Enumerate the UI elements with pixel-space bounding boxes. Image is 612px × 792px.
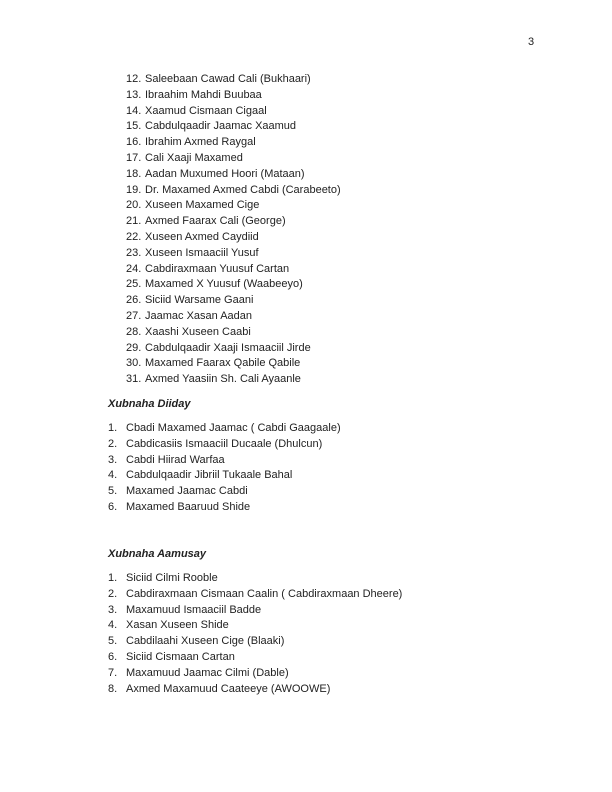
list-item-text: Cabdulqaadir Jaamac Xaamud	[145, 120, 297, 133]
list-item-text: Xaamud Cismaan Cigaal	[145, 104, 267, 117]
list-item-number: 31.	[126, 373, 142, 386]
list-item-text: Jaamac Xasan Aadan	[145, 309, 253, 322]
list-item	[108, 682, 402, 698]
list-item-number: 26.	[126, 294, 142, 307]
list-item-number: 19.	[126, 183, 142, 196]
list-item	[126, 356, 341, 372]
list-item-text: Cabdi Hiirad Warfaa	[126, 453, 225, 466]
list-item-number: 14.	[126, 104, 142, 117]
list-item-text: Cabdiraxmaan Yuusuf Cartan	[145, 262, 290, 275]
list-item-number: 12.	[126, 73, 142, 85]
list-item-text: Dr. Maxamed Axmed Cabdi (Carabeeto)	[145, 183, 341, 196]
list-item	[126, 119, 341, 135]
list-item	[108, 421, 341, 437]
list-item-number: 2.	[108, 587, 118, 600]
list-item	[126, 88, 341, 104]
list-item-number: 30.	[126, 357, 142, 370]
list-item-text: Maxamed Jaamac Cabdi	[126, 485, 248, 498]
list-item	[126, 135, 341, 151]
list-item-text: Maxamed Baaruud Shide	[126, 500, 251, 513]
list-item-text: Axmed Faarax Cali (George)	[145, 215, 286, 228]
list-item	[108, 650, 402, 666]
list-item-number: 18.	[126, 167, 142, 180]
heading-xubnaha-aamusay: Xubnaha Aamusay	[108, 548, 207, 560]
list-item-text: Cabdiraxmaan Cismaan Caalin ( Cabdiraxmaan Dheere)	[126, 587, 403, 600]
list-item-text: Cabdilaahi Xuseen Cige (Blaaki)	[126, 635, 285, 648]
list-item	[108, 587, 402, 603]
list-item	[126, 198, 341, 214]
list-item	[126, 230, 341, 246]
list-item-number: 15.	[126, 120, 142, 133]
list-item	[126, 372, 341, 388]
list-item-text: Axmed Maxamuud Caateeye (AWOOWE)	[126, 682, 331, 695]
list-item-number: 5.	[108, 485, 118, 498]
list-item-text: Ibraahim Mahdi Buubaa	[145, 88, 262, 101]
list-item	[108, 437, 341, 453]
list-item-number: 25.	[126, 278, 142, 291]
list-item	[126, 277, 341, 293]
list-item-text: Siciid Cismaan Cartan	[126, 650, 235, 663]
list-item-number: 28.	[126, 325, 142, 338]
list-item-number: 22.	[126, 230, 142, 243]
list-item-text: Cabdulqaadir Xaaji Ismaaciil Jirde	[145, 341, 311, 354]
list-item-number: 4.	[108, 619, 118, 632]
list-item	[108, 500, 341, 516]
list-item	[126, 214, 341, 230]
list-item-text: Xuseen Ismaaciil Yusuf	[145, 246, 259, 259]
list-item	[108, 666, 402, 682]
list-item-text: Cali Xaaji Maxamed	[145, 151, 243, 164]
list-item-number: 8.	[108, 682, 118, 695]
list-item-number: 1.	[108, 572, 118, 584]
list-item-text: Xuseen Axmed Caydiid	[145, 230, 259, 243]
list-item-text: Cabdicasiis Ismaaciil Ducaale (Dhulcun)	[126, 437, 323, 450]
list-item-number: 3.	[108, 453, 118, 466]
heading-xubnaha-diiday: Xubnaha Diiday	[108, 398, 191, 410]
list-item-text: Xaashi Xuseen Caabi	[145, 325, 251, 338]
list-item-number: 13.	[126, 88, 142, 101]
list-item	[108, 634, 402, 650]
list-item-number: 16.	[126, 136, 142, 149]
list-item-number: 6.	[108, 500, 118, 513]
list-item	[126, 325, 341, 341]
list-item	[126, 151, 341, 167]
list-item-number: 2.	[108, 437, 118, 450]
list-item	[126, 104, 341, 120]
list-item	[126, 309, 341, 325]
list-item-number: 20.	[126, 199, 142, 212]
list-item-number: 7.	[108, 666, 118, 679]
list-item	[126, 167, 341, 183]
list-item-text: Cbadi Maxamed Jaamac ( Cabdi Gaagaale)	[126, 422, 341, 434]
list-item-number: 6.	[108, 650, 118, 663]
list-item-text: Xasan Xuseen Shide	[126, 619, 229, 632]
list-item-text: Maxamuud Ismaaciil Badde	[126, 603, 262, 616]
members-list-continued	[126, 72, 341, 388]
list-item-number: 21.	[126, 215, 142, 228]
list-item-number: 29.	[126, 341, 142, 354]
list-item-number: 23.	[126, 246, 142, 259]
list-item-text: Ibrahim Axmed Raygal	[145, 136, 256, 149]
list-item	[126, 293, 341, 309]
page-number: 3	[528, 36, 535, 48]
list-item-number: 3.	[108, 603, 118, 616]
list-item-number: 17.	[126, 151, 142, 164]
list-item-text: Axmed Yaasiin Sh. Cali Ayaanle	[145, 373, 301, 386]
list-item-text: Maxamed Faarax Qabile Qabile	[145, 357, 301, 370]
list-item-number: 1.	[108, 422, 118, 434]
list-item	[126, 72, 341, 88]
list-item	[108, 571, 402, 587]
list-item	[108, 484, 341, 500]
list-item-number: 4.	[108, 469, 118, 482]
list-item	[108, 618, 402, 634]
list-item-text: Cabdulqaadir Jibriil Tukaale Bahal	[126, 469, 293, 482]
list-item	[108, 453, 341, 469]
list-item	[126, 262, 341, 278]
list-item-number: 5.	[108, 635, 118, 648]
list-item	[126, 183, 341, 199]
list-item	[108, 468, 341, 484]
members-list-aamusay	[108, 571, 402, 697]
list-item-text: Aadan Muxumed Hoori (Mataan)	[145, 167, 305, 180]
list-item	[108, 603, 402, 619]
list-item-text: Maxamuud Jaamac Cilmi (Dable)	[126, 666, 289, 679]
list-item	[126, 246, 341, 262]
list-item-number: 24.	[126, 262, 142, 275]
list-item-text: Xuseen Maxamed Cige	[145, 199, 260, 212]
list-item-number: 27.	[126, 309, 142, 322]
members-list-diiday	[108, 421, 341, 516]
list-item-text: Siciid Warsame Gaani	[145, 294, 254, 307]
list-item-text: Saleebaan Cawad Cali (Bukhaari)	[145, 73, 311, 85]
list-item	[126, 341, 341, 357]
list-item-text: Siciid Cilmi Rooble	[126, 572, 218, 584]
list-item-text: Maxamed X Yuusuf (Waabeeyo)	[145, 278, 303, 291]
